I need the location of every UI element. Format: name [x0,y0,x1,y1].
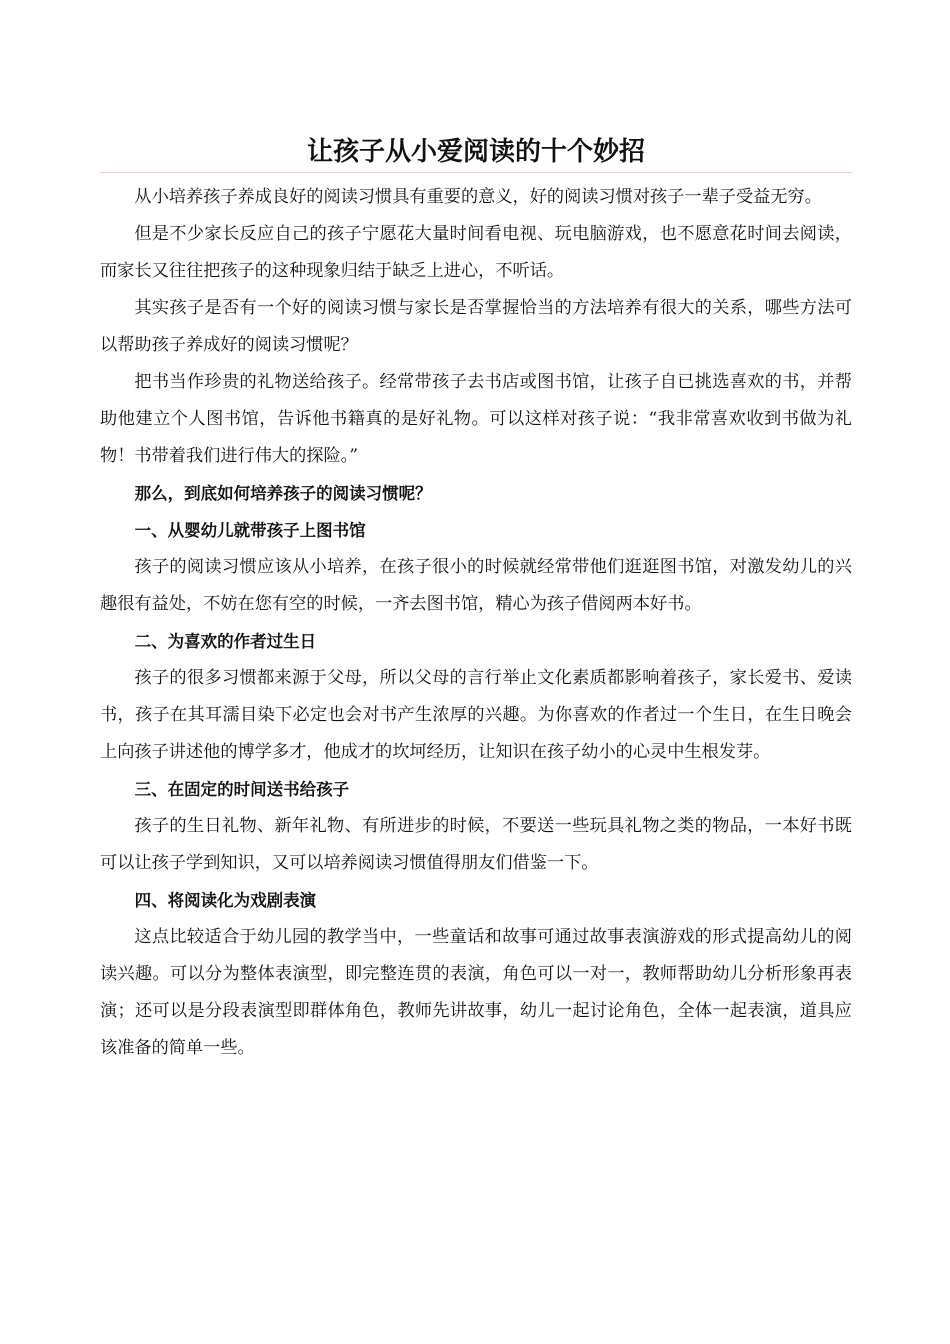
title-divider [100,172,852,173]
section-heading: 那么，到底如何培养孩子的阅读习惯呢？ [134,484,432,503]
paragraph: 这点比较适合于幼儿园的教学当中，一些童话和故事可通过故事表演游戏的形式提高幼儿的阅读兴趣。可以分为整体表演型，即完整连贯的表演，角色可以一对一，教师帮助幼儿分析形象再表演；还可以是分段表演型即群体角色，教师先讲故事，幼儿一起讨论角色，全体一起表演，道具应该准备的简单一些。 [100,927,852,1058]
paragraph: 孩子的阅读习惯应该从小培养，在孩子很小的时候就经常带他们逛逛图书馆，对激发幼儿的兴趣很有益处，不妨在您有空的时候，一齐去图书馆，精心为孩子借阅两本好书。 [100,557,852,614]
section-heading: 二、为喜欢的作者过生日 [134,632,317,651]
document-title: 让孩子从小爱阅读的十个妙招 [306,137,645,167]
paragraph: 其实孩子是否有一个好的阅读习惯与家长是否掌握恰当的方法培养有很大的关系，哪些方法可以帮助孩子养成好的阅读习惯呢？ [100,298,852,355]
paragraph: 孩子的生日礼物、新年礼物、有所进步的时候，不要送一些玩具礼物之类的物品，一本好书既可以让孩子学到知识，又可以培养阅读习惯值得朋友们借鉴一下。 [100,816,852,873]
document-page [100,132,852,1067]
paragraph: 孩子的很多习惯都来源于父母，所以父母的言行举止文化素质都影响着孩子，家长爱书、爱读书，孩子在其耳濡目染下必定也会对书产生浓厚的兴趣。为你喜欢的作者过一个生日，在生日晚会上向孩子讲述他的博学多才，他成才的坎坷经历，让知识在孩子幼小的心灵中生根发芽。 [100,668,852,762]
paragraph: 把书当作珍贵的礼物送给孩子。经常带孩子去书店或图书馆，让孩子自已挑选喜欢的书，并帮助他建立个人图书馆，告诉他书籍真的是好礼物。可以这样对孩子说：“我非常喜欢收到书做为礼物！书带着我们进行伟大的探险。” [100,372,852,466]
section-heading: 三、在固定的时间送书给孩子 [134,780,350,799]
section-heading: 四、将阅读化为戏剧表演 [134,891,317,910]
paragraph: 从小培养孩子养成良好的阅读习惯具有重要的意义，好的阅读习惯对孩子一辈子受益无穷。 [134,187,822,207]
paragraph: 但是不少家长反应自己的孩子宁愿花大量时间看电视、玩电脑游戏，也不愿意花时间去阅读，而家长又往往把孩子的这种现象归结于缺乏上进心，不听话。 [100,224,852,281]
section-heading: 一、从婴幼儿就带孩子上图书馆 [134,521,366,540]
